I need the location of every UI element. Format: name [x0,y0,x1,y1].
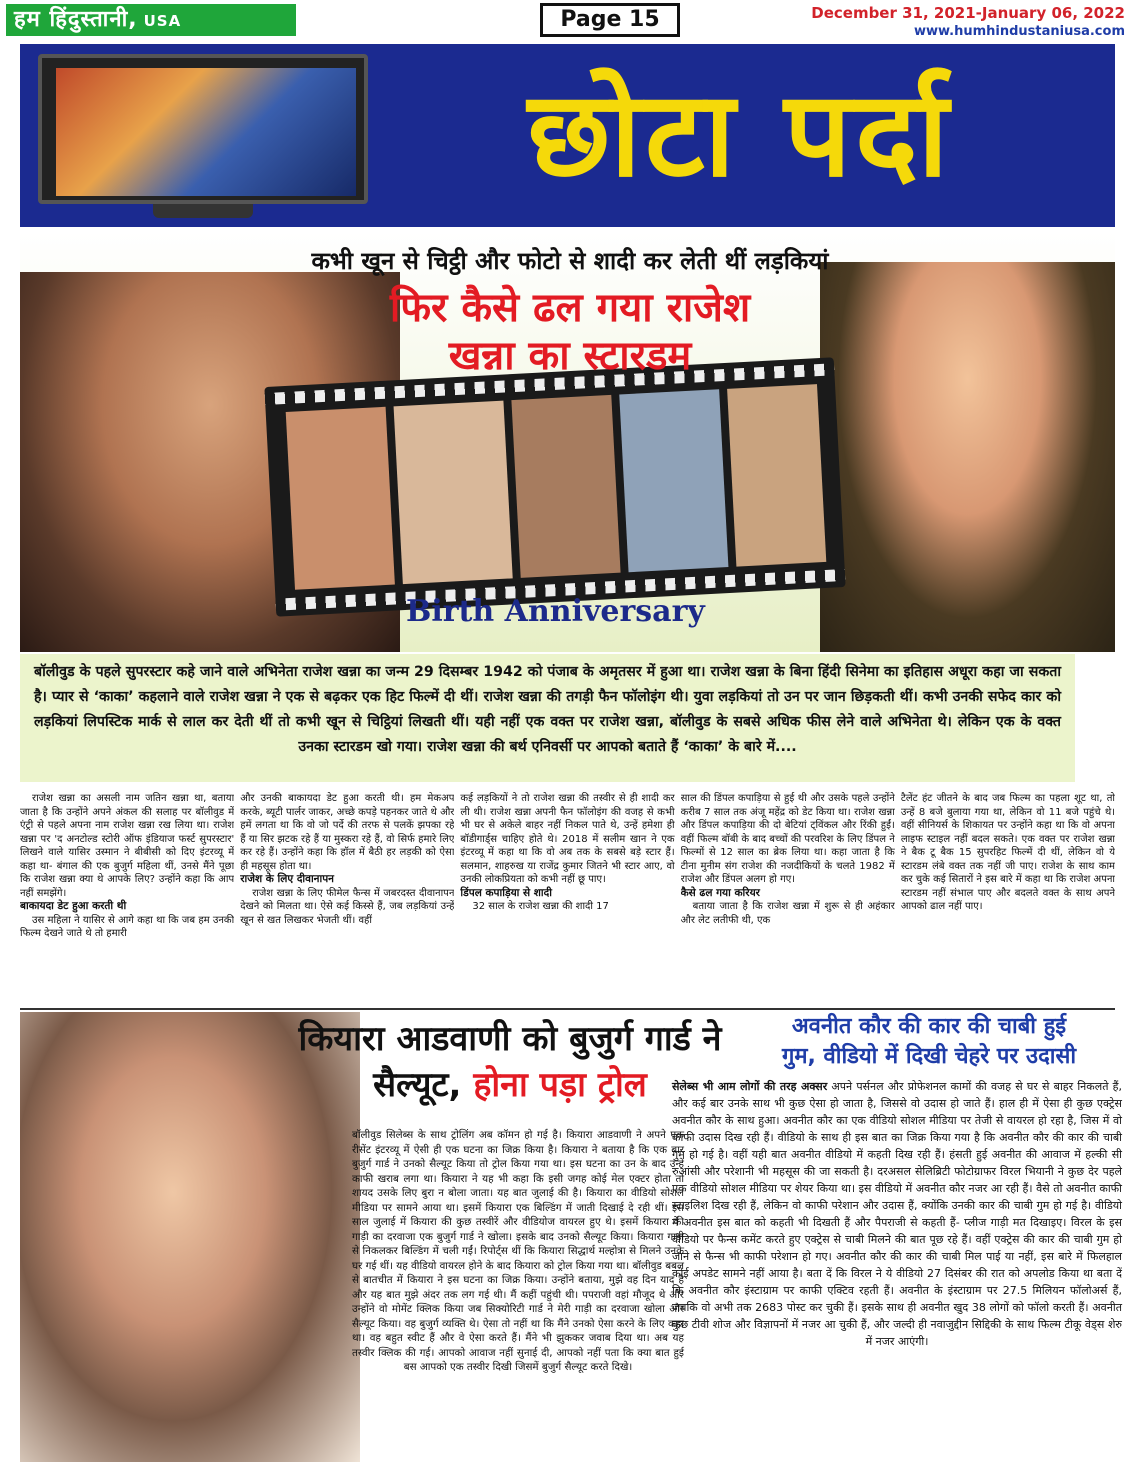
kiara-article-body: बॉलीवुड सिलेब्स के साथ ट्रोलिंग अब कॉमन हो गई है। कियारा आडवाणी ने अपने एक रीसेंट इंटरव्यू में ऐसी ही एक घटना का जिक्र किया है। कियारा ने बताया है कि एक बार बुजुर्ग गार्ड ने उनको सैल्यूट किया तो ट्रोल किया गया था। इस घटना का उन के बाद उन्हें काफी खराब लगा था। कियारा ने यह भी कहा कि इसी जगह कोई मेल एक्टर होता तो शायद उसके लिए बुरा न बोला जाता। यह बात जुलाई की है। कियारा का वीडियो सोशल मीडिया पर सामने आया था। इसमें कियारा एक बिल्डिंग में जाती दिखाई दे रही थीं। इस साल जुलाई में कियारा की कुछ तस्वीरें और वीडियोज वायरल हुए थे। इसमें कियारा की गाड़ी का दरवाजा एक बुजुर्ग गार्ड ने खोला। इसके बाद उनको सैल्यूट किया। कियारा गाड़ी से निकलकर बिल्डिंग में चली गईं। रिपोर्ट्स थीं कि कियारा सिद्धार्थ मल्होत्रा से मिलने उनके घर गई थीं। यह वीडियो वायरल होने के बाद कियारा को ट्रोल किया गया था। बॉलीवुड बबल से बातचीत में कियारा ने इस घटना का जिक्र किया। उन्होंने बताया, मुझे वह दिन याद है और यह बात मुझे अंदर तक लग गई थी। मैं कहीं पहुंची थी। पपराजी वहां मौजूद थे और उन्होंने वो मोमेंट क्लिक किया जब सिक्योरिटी गार्ड ने मेरी गाड़ी का दरवाजा खोला और सैल्यूट किया। वह बुजुर्ग व्यक्ति थे। ऐसा तो नहीं था कि मैंने उनको ऐसा करने के लिए कहा था। वह बहुत स्वीट हैं और वे ऐसा करते हैं। मैंने भी झुककर जवाब दिया था। अब यह तस्वीर क्लिक की गई। आपको आवाज नहीं सुनाई दी, आपको नहीं पता कि क्या बात हुई बस आपको एक तस्वीर दिखी जिसमें बुजुर्ग सैल्यूट करते दिखे। [352,1129,684,1373]
masthead-name: हम हिंदुस्तानी, [14,7,138,32]
column-paragraph: कई लड़कियों ने तो राजेश खन्ना की तस्वीर से ही शादी कर ली थी। राजेश खन्ना अपनी फैन फॉलोइंग की वजह से कभी भी घर से अकेले बाहर नहीं निकल पाते थे, उन्हें हमेशा ही बॉडीगार्ड्स चाहिए होते थे। 2018 में सलीम खान ने एक इंटरव्यू में कहा था कि वो अब तक के सबसे बड़े स्टार हैं। सलमान, शाहरुख या राजेंद्र कुमार जितने भी स्टार आए, वो उनकी लोकप्रियता को कभी नहीं छू पाए। [460,793,675,885]
column-subheading: बाकायदा डेट हुआ करती थी [20,900,127,912]
kiara-headline [290,1016,730,1108]
rajesh-khanna-photo-right [820,262,1115,652]
article-column-4 [681,792,895,1004]
hero-feature [20,232,1115,652]
masthead-usa: USA [143,12,182,30]
film-strip-collage [264,357,845,617]
page-number: Page 15 [540,3,680,37]
film-frame [727,384,826,566]
article-column-3 [460,792,674,1004]
avneet-headline [734,1012,1124,1072]
column-paragraph: उस महिला ने यासिर से आगे कहा था कि जब हम उनकी फिल्म देखने जाते थे तो हमारी [20,914,235,939]
column-subheading: डिंपल कपाड़िया से शादी [460,886,552,899]
section-title: छोटा पर्दा [527,65,953,203]
avneet-headline-line2: गुम, वीडियो में दिखी चेहरे पर उदासी [781,1044,1077,1069]
article-column-5 [901,792,1115,1004]
film-frame [394,401,513,585]
avneet-body-text: अपने पर्सनल और प्रोफेशनल कामों की वजह से घर से बाहर निकलते हैं, और कई बार उनके साथ भी कुछ ऐसा हो जाता है, जिससे वो उदास हो जाते हैं। हाल ही में ऐसा ही कुछ एक्ट्रेस अवनीत कौर के साथ हुआ। अवनीत कौर का एक वीडियो सोशल मीडिया पर तेजी से वायरल हो रहा है, जिस में वो काफी उदास दिख रही हैं। वीडियो के साथ ही इस बात का जिक्र किया गया है कि अवनीत कौर की कार की चाबी गुम हो गई है। वहीं यही बात अवनीत वीडियो में कहती दिख रही हैं। हंसती हुई अवनीत की आवाज में हल्की सी रुआंसी और परेशानी भी महसूस की जा सकती है। दरअसल सेलिब्रिटी फोटोग्राफर विरल भियानी ने कुछ देर पहले एक वीडियो सोशल मीडिया पर शेयर किया था। इस वीडियो में अवनीत कौर नजर आ रही हैं। वैसे तो अवनीत काफी स्टाइलिश दिख रही हैं, लेकिन वो काफी परेशान और उदास हैं, क्योंकि उनकी कार की चाबी गुम हो गई है। वीडियो में अवनीत इस बात को कहती भी दिखती हैं और पैपराजी से कहती हैं- प्लीज गाड़ी मत दिखाइए। विरल के इस वीडियो पर फैन्स कमेंट करते हुए एक्ट्रेस से चाबी मिलने की बात पूछ रहे हैं। वहीं एक्ट्रेस की कार की चाबी गुम हो जाने से फैन्स भी काफी परेशान हो गए। अवनीत कौर की कार की चाबी मिल पाई या नहीं, इस बारे में फिलहाल कोई अपडेट सामने नहीं आया है। बता दें कि विरल ने ये वीडियो 27 दिसंबर की रात को अपलोड किया था बता दें कि अवनीत कौर इंस्टाग्राम पर काफी एक्टिव रहती हैं। अवनीत के इंस्टाग्राम पर 27.5 मिलियन फॉलोअर्स हैं, जबकि वो अभी तक 2683 पोस्ट कर चुकी हैं। इसके साथ ही अवनीत खुद 38 लोगों को फॉलो करती हैं। अवनीत कुछ टीवी शोज और विज्ञापनों में नजर आ चुकी हैं, और जल्दी ही नवाजुद्दीन सिद्दिकी के साथ फिल्म टीकू वेड्स शेरु में नजर आएंगी। [672,1080,1122,1348]
column-subheading: राजेश के लिए दीवानापन [240,873,335,885]
film-frame [286,407,395,590]
column-paragraph: राजेश खन्ना के लिए फीमेल फैन्स में जबरदस्त दीवानापन देखने को मिलता था। ऐसे कई किस्से हैं, जब लड़कियां उन्हें खून से खत लिखकर भेजती थीं। वहीं [240,887,455,926]
column-paragraph: टैलेंट हंट जीतने के बाद जब फिल्म का पहला शूट था, तो उन्हें 8 बजे बुलाया गया था, लेकिन वो 11 बजे पहुंचे थे। वहीं सीनियर्स के शिकायत पर उन्होंने कहा था कि वो अपना लाइफ स्टाइल नहीं बदल सकते। एक वक्त पर राजेश खन्ना ने बैक टू बैक 15 सुपरहिट फिल्में दी थीं, लेकिन वो ये स्टारडम लंबे वक्त तक नहीं जी पाए। राजेश के साथ काम कर चुके कई सितारों ने इस बारे में कहा था कि राजेश अपना स्टारडम नहीं संभाल पाए और बदलते वक्त के साथ अपने आपको ढाल नहीं पाए। [900,793,1116,912]
film-frame [511,395,620,578]
hero-headline [290,284,850,380]
masthead-logo[interactable] [6,4,296,36]
film-frame [619,389,728,572]
avneet-lead: सेलेब्स भी आम लोगों की तरह अक्सर [672,1080,828,1093]
column-paragraph: 32 साल के राजेश खन्ना की शादी 17 [472,901,609,912]
intro-paragraph: बॉलीवुड के पहले सुपरस्टार कहे जाने वाले अभिनेता राजेश खन्ना का जन्म 29 दिसम्बर 1942 को पंजाब के अमृतसर में हुआ था। राजेश खन्ना के बिना हिंदी सिनेमा का इतिहास अधूरा कहा जा सकता है। प्यार से ‘काका’ कहलाने वाले राजेश खन्ना ने एक से बढ़कर एक हिट फिल्में दी थीं। राजेश खन्ना की तगड़ी फैन फॉलोइंग थी। युवा लड़कियां तो उन पर जान छिड़कती थीं। कभी उनकी सफेद कार को लड़कियां लिपस्टिक मार्क से लाल कर देती थीं तो कभी खून से चिट्ठियां लिखती थीं। यही नहीं एक वक्त पर राजेश खन्ना, बॉलीवुड के सबसे अधिक फीस लेने वाले अभिनेता थे। लेकिन एक के वक्त उनका स्टारडम खो गया। राजेश खन्ना की बर्थ एनिवर्सी पर आपको बताते हैं ‘काका’ के बारे में.... [20,654,1075,782]
section-divider [20,1008,1115,1010]
column-subheading: कैसे ढल गया करियर [680,886,760,899]
column-paragraph: साल की डिंपल कपाड़िया से हुई थी और उसके पहले उन्होंने करीब 7 साल तक अंजू महेंद्र को डेट किया था। राजेश खन्ना और डिंपल कपाड़िया की दो बेटियां ट्विंकल और रिंकी हुईं। वहीं फिल्म बॉबी के बाद बच्चों की परवरिश के लिए डिंपल ने फिल्मों से 12 साल का ब्रेक लिया था। कहा जाता है कि टीना मुनीम संग राजेश की नजदीकियों के चलते 1982 में राजेश और डिंपल अलग हो गए। [680,793,895,885]
kiara-headline-black: सैल्यूट, [373,1065,462,1105]
kiara-headline-red: होना पड़ा ट्रोल [473,1065,647,1105]
tv-screen-image [56,68,356,196]
top-strip [0,0,1135,44]
tv-stand [153,204,253,218]
column-paragraph: और उनकी बाकायदा डेट हुआ करती थी। हम मेकअप करके, ब्यूटी पार्लर जाकर, अच्छे कपड़े पहनकर जाते थे और हमें लगता था कि वो जो पर्दे की तरफ से पलकें झपका रहे हैं या सिर झटक रहे हैं या मुस्करा रहे हैं, वो सिर्फ हमारे लिए कर रहे हैं। उन्होंने कहा कि हॉल में बैठी हर लड़की को ऐसा ही महसूस होता था। [240,793,455,872]
kiara-headline-line1: कियारा आडवाणी को बुजुर्ग गार्ड ने [298,1019,722,1059]
tv-frame [38,54,368,204]
issue-date: December 31, 2021-January 06, 2022 [811,4,1125,22]
television-illustration [38,54,368,222]
column-paragraph: राजेश खन्ना का असली नाम जतिन खन्ना था, बताया जाता है कि उन्होंने अपने अंकल की सलाह पर बॉलीवुड में एंट्री से पहले अपना नाम राजेश खन्ना रख लिया था। राजेश खन्ना पर 'द अनटोल्ड स्टोरी ऑफ इंडियाज फर्स्ट सुपरस्टार' लिखने वाले यासिर उस्मान ने बीबीसी को दिए इंटरव्यू में कहा था- बंगाल की एक बुजुर्ग महिला थीं, उनसे मैंने पूछा कि राजेश खन्ना क्या थे आपके लिए? उन्होंने कहा कि आप नहीं समझेंगे। [20,793,235,899]
article-column-2 [240,792,454,1004]
kiara-headline-line2 [290,1062,730,1108]
website-link[interactable]: www.humhindustaniusa.com [913,24,1125,39]
birth-anniversary-label: Birth Anniversary [406,594,705,629]
section-banner [20,44,1115,227]
article-column-1 [20,792,234,1004]
hero-kicker: कभी खून से चिट्ठी और फोटो से शादी कर लेती थीं लड़कियां [311,247,829,275]
avneet-article-body [672,1078,1122,1468]
hero-headline-line2: खन्ना का स्टारडम [448,333,692,379]
column-paragraph: बताया जाता है कि राजेश खन्ना में शुरू से ही अहंकार और लेट लतीफी थी, एक [680,901,895,926]
article-columns [20,792,1115,1004]
avneet-headline-line1: अवनीत कौर की कार की चाबी हुई [791,1014,1067,1039]
hero-headline-line1: फिर कैसे ढल गया राजेश [389,285,751,331]
